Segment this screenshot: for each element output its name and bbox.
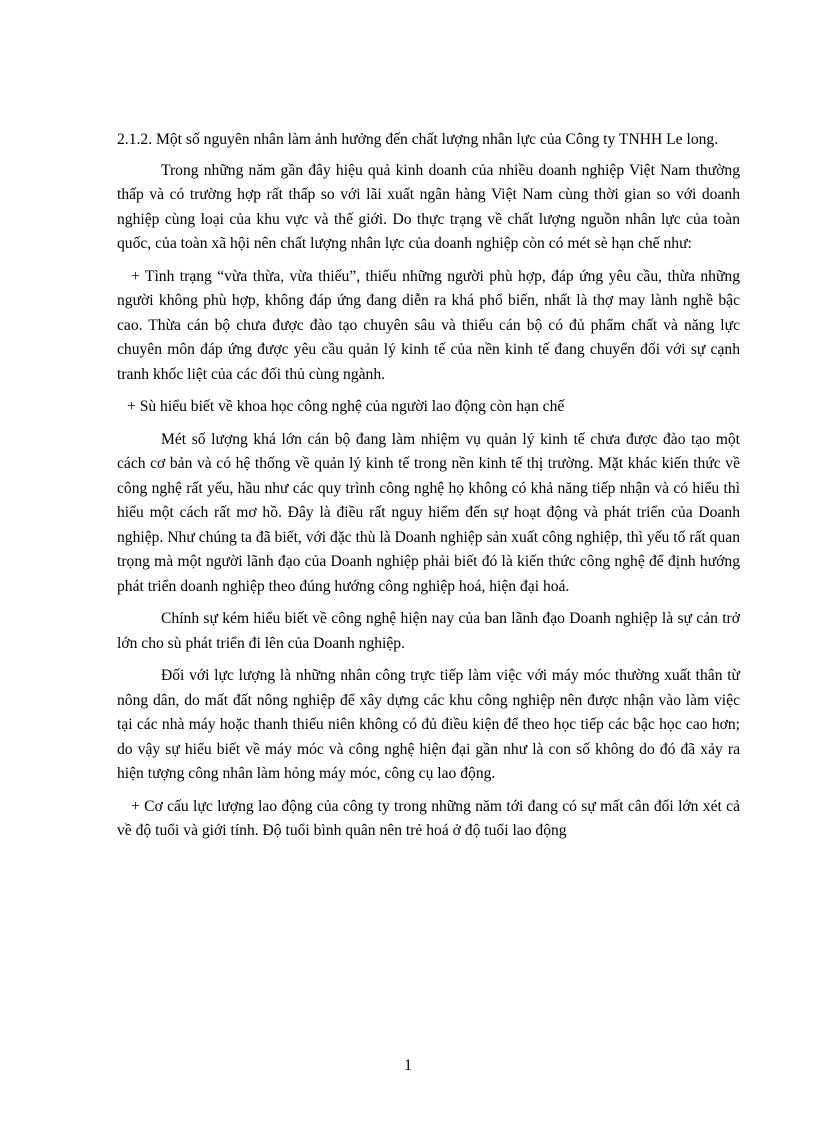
page-number: 1	[404, 1057, 412, 1074]
paragraph-bullet-technology: + Sù hiểu biết về khoa học công nghệ của người lao động còn hạn chế	[127, 398, 565, 415]
paragraph-intro: Trong những năm gần đây hiệu quả kinh doanh của nhiều doanh nghiệp Việt Nam thường thấp và có trường hợp rất thấp so với lãi xuất ngân hàng Việt Nam cùng thời gian so với doanh nghiệp cùng loại của khu vực và thế giới. Do thực trạng về chất lượng nguồn nhân lực của toàn quốc, của toàn xã hội nên chất lượng nhân lực của doanh nghiệp còn có mét sè hạn chế như:	[117, 161, 740, 252]
paragraph-leadership: Chính sự kém hiểu biết về công nghệ hiện nay của ban lãnh đạo Doanh nghiệp là sự cản trở lớn cho sù phát triển đi lên của Doanh nghiệp.	[117, 610, 740, 652]
paragraph-workers: Đối với lực lượng là những nhân công trực tiếp làm việc với máy móc thường xuất thân từ nông dân, do mất đất nông nghiệp để xây dựng các khu công nghiệp nên được nhận vào làm việc tại các nhà máy hoặc thanh thiếu niên không có đủ điều kiện để theo học tiếp các bậc học cao hơn; do vậy sự hiểu biết về máy móc và công nghệ hiện đại gần như là con số không do đó đã xảy ra hiện tượng công nhân làm hỏng máy móc, công cụ lao động.	[117, 667, 740, 782]
document-body	[117, 128, 740, 844]
paragraph-bullet-structure: + Cơ cấu lực lượng lao động của công ty trong những năm tới đang có sự mất cân đối lớn xét cả về độ tuổi và giới tính. Độ tuổi bình quân nên trẻ hoá ở độ tuổi lao động	[117, 797, 740, 839]
section-heading: 2.1.2. Một số nguyên nhân làm ảnh hưởng đến chất lượng nhân lực của Công ty TNHH Le long.	[117, 131, 719, 148]
paragraph-management-knowledge: Mét số lượng khá lớn cán bộ đang làm nhiệm vụ quản lý kinh tế chưa được đào tạo một cách cơ bản và có hệ thống về quản lý kinh tế trong nền kinh tế thị trường. Mặt khác kiến thức về công nghệ rất yếu, hầu như các quy trình công nghệ họ không có khả năng tiếp nhận và có hiểu thì hiểu một cách rất mơ hồ. Đây là điều rất nguy hiểm đến sự hoạt động và phát triển của Doanh nghiệp. Như chúng ta đã biết, với đặc thù là Doanh nghiệp sản xuất công nghiệp, thì yếu tố rất quan trọng mà một người lãnh đạo của Doanh nghiệp phải biết đó là kiến thức công nghệ để định hướng phát triển doanh nghiệp theo đúng hướng công nghiệp hoá, hiện đại hoá.	[117, 430, 740, 595]
paragraph-bullet-staffing: + Tình trạng “vừa thừa, vừa thiếu”, thiếu những người phù hợp, đáp ứng yêu cầu, thừa những người không phù hợp, không đáp ứng đang diễn ra khá phổ biến, nhất là thợ may lành nghề bậc cao. Thừa cán bộ chưa được đào tạo chuyên sâu và thiếu cán bộ có đủ phẩm chất và năng lực chuyên môn đáp ứng được yêu cầu quản lý kinh tế của nền kinh tế đang chuyển đổi với sự cạnh tranh khốc liệt của các đối thủ cùng ngành.	[117, 267, 740, 383]
